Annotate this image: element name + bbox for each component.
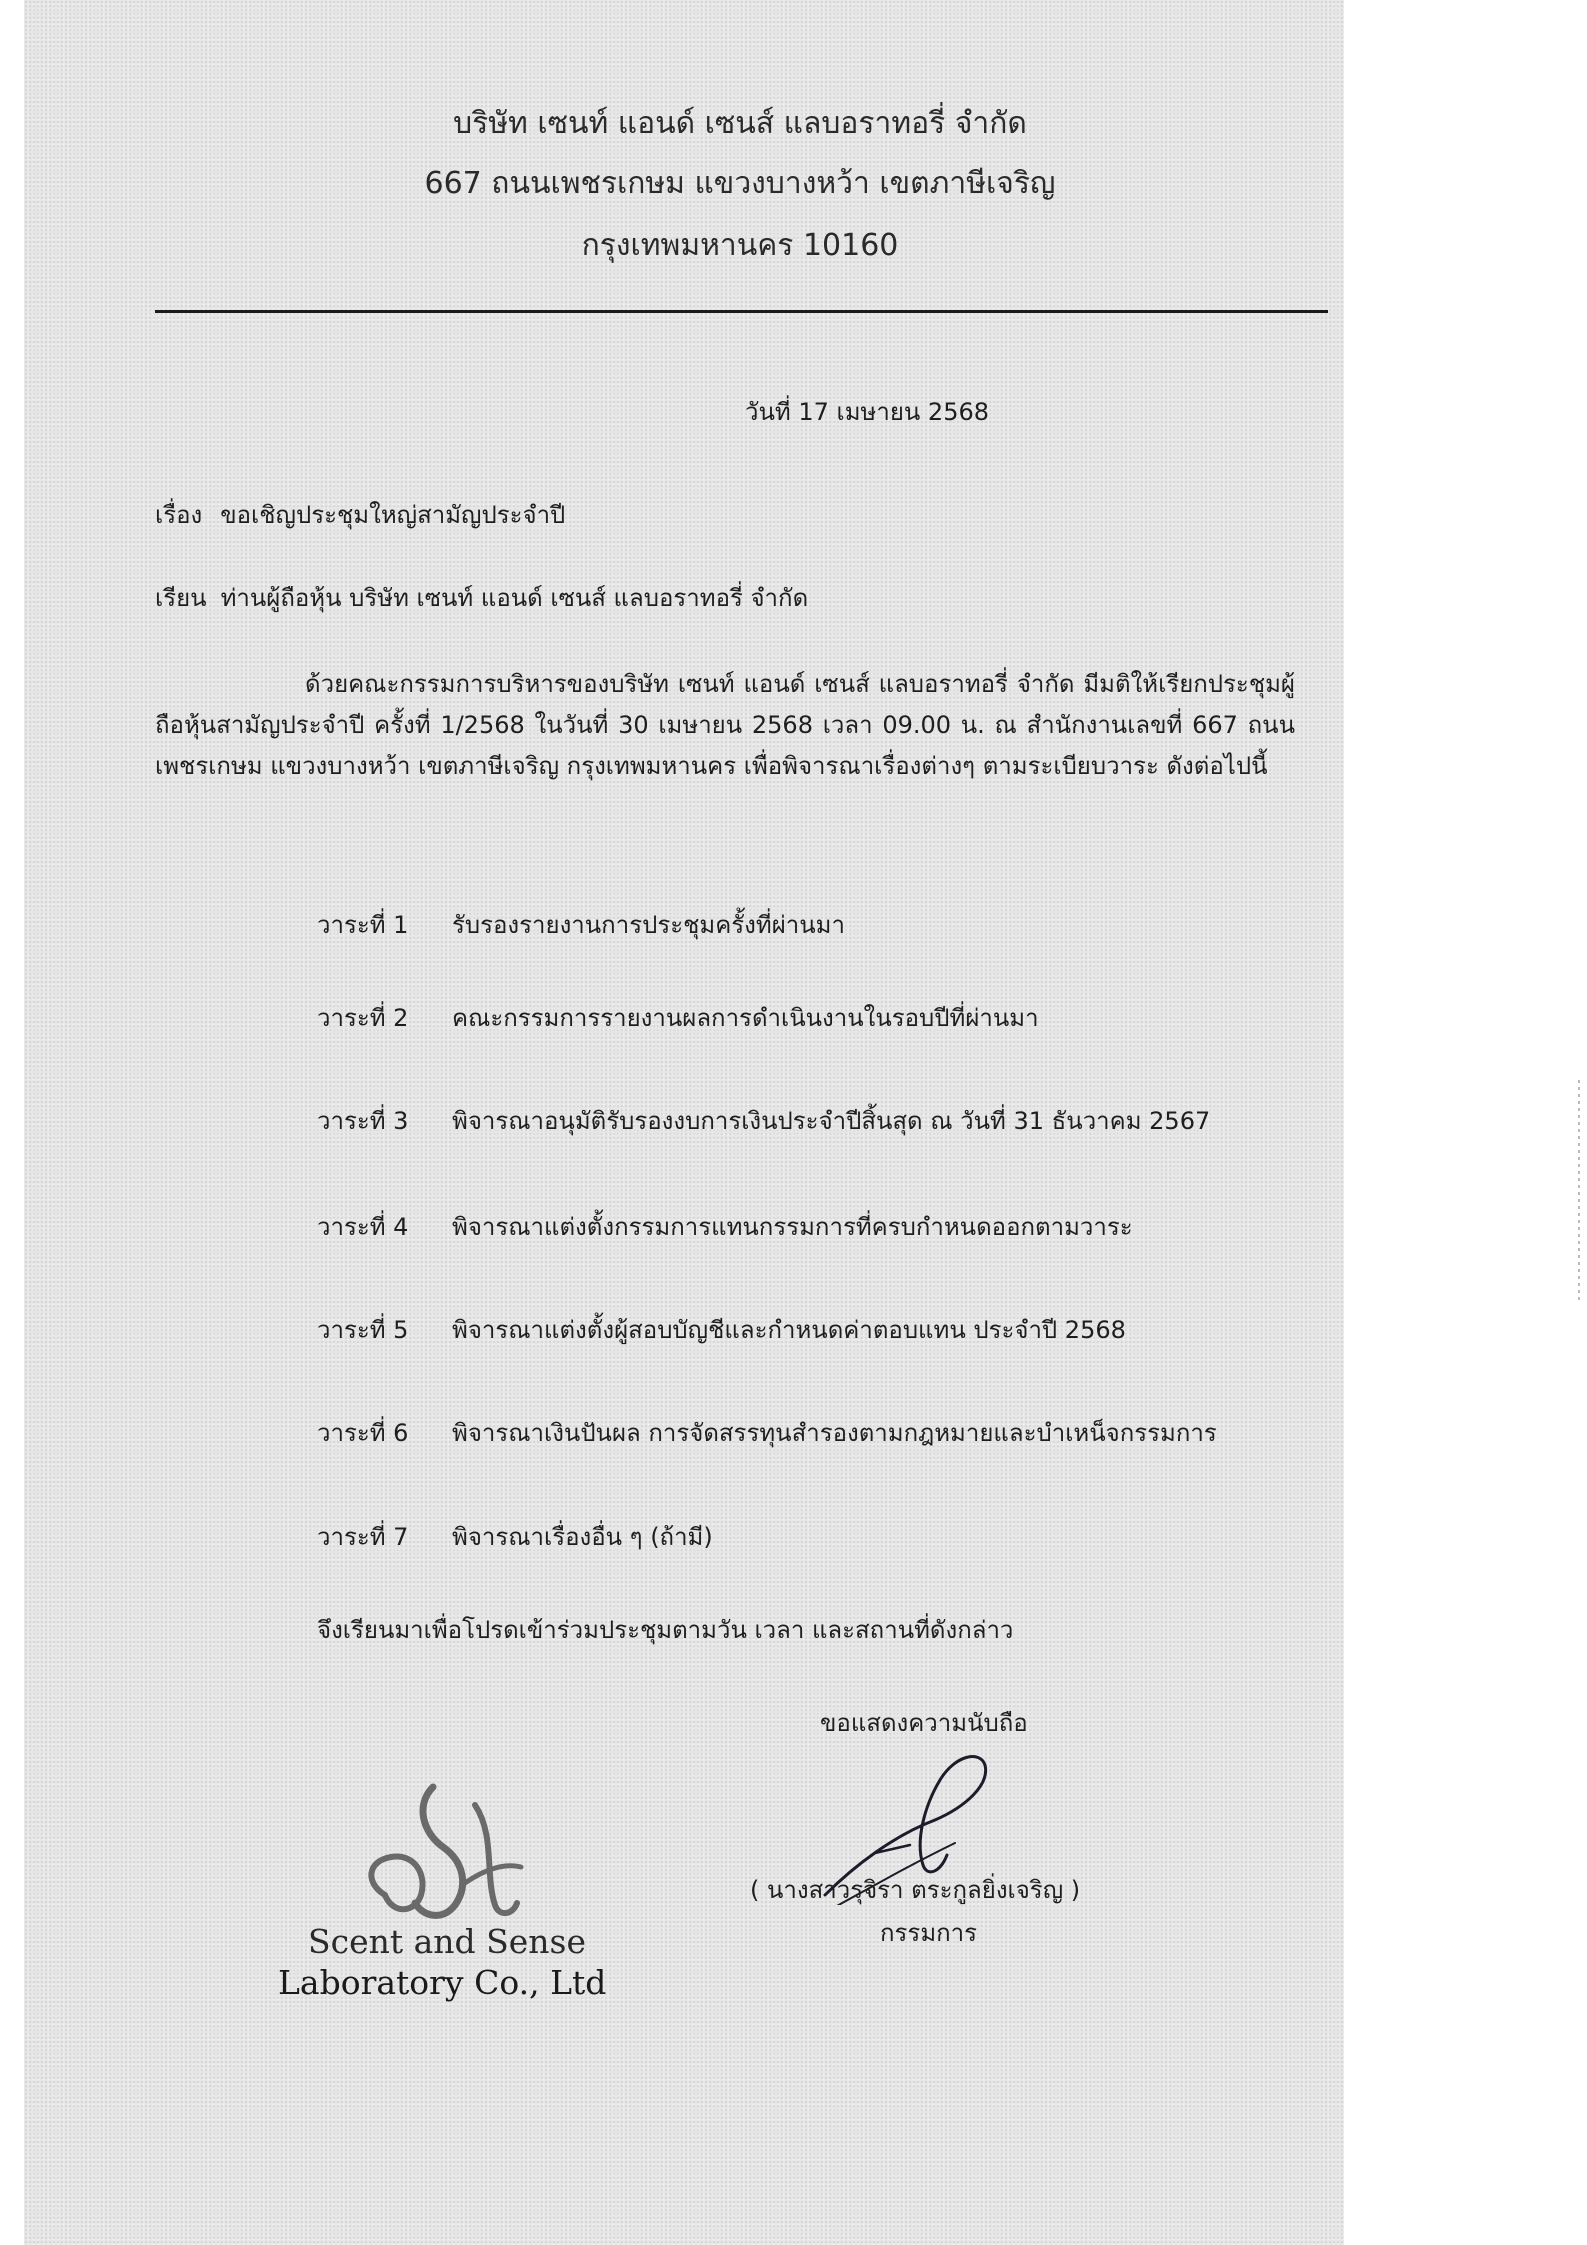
addressee-text: ท่านผู้ถือหุ้น บริษัท เซนท์ แอนด์ เซนส์ แลบอราทอรี่ จำกัด xyxy=(220,584,809,612)
agenda-number: วาระที่ 6 xyxy=(317,1419,409,1447)
agenda-text: พิจารณาเงินปันผล การจัดสรรทุนสำรองตามกฎหมายและบำเหน็จกรรมการ xyxy=(452,1419,1217,1447)
agenda-text: คณะกรรมการรายงานผลการดำเนินงานในรอบปีที่ผ่านมา xyxy=(452,1004,1039,1032)
body-paragraph: ด้วยคณะกรรมการบริหารของบริษัท เซนท์ แอนด์ เซนส์ แลบอราทอรี่ จำกัด มีมติให้เรียกประชุมผู้ถือหุ้นสามัญประจำปี ครั้งที่ 1/2568 ในวันที่ 30 เมษายน 2568 เวลา 09.00 น. ณ สำนักงานเลขที่ 667 ถนนเพชรเกษม แขวงบางหว้า เขตภาษีเจริญ กรุงเทพมหานคร เพื่อพิจารณาเรื่องต่างๆ ตามระเบียบวาระ ดังต่อไปนี้ xyxy=(155,670,1295,780)
agenda-item xyxy=(317,1101,1210,1140)
signer-title: กรรมการ xyxy=(880,1919,978,1947)
closing-sentence: จึงเรียนมาเพื่อโปรดเข้าร่วมประชุมตามวัน เวลา และสถานที่ดังกล่าว xyxy=(317,1616,1014,1644)
logo-text-line1: Scent and Sense xyxy=(308,1922,587,1961)
logo-text-line2: Laboratory Co., Ltd xyxy=(278,1963,607,2002)
scan-edge-marks xyxy=(1578,1080,1580,1300)
letterhead-company: บริษัท เซนท์ แอนด์ เซนส์ แลบอราทอรี่ จำกัด xyxy=(453,106,1027,141)
letterhead-city: กรุงเทพมหานคร 10160 xyxy=(581,228,899,263)
letterhead-address: 667 ถนนเพชรเกษม แขวงบางหว้า เขตภาษีเจริญ xyxy=(424,166,1056,201)
agenda-item xyxy=(317,1517,713,1556)
agenda-text: พิจารณาแต่งตั้งผู้สอบบัญชีและกำหนดค่าตอบแทน ประจำปี 2568 xyxy=(452,1316,1126,1344)
agenda-item xyxy=(317,1310,1126,1349)
agenda-number: วาระที่ 1 xyxy=(317,911,409,939)
signer-name: ( นางสาวรุจิรา ตระกูลยิ่งเจริญ ) xyxy=(750,1876,1081,1904)
letterhead-divider xyxy=(155,310,1328,313)
addressee-label: เรียน xyxy=(155,584,207,612)
agenda-text: พิจารณาอนุมัติรับรองงบการเงินประจำปีสิ้นสุด ณ วันที่ 31 ธันวาคม 2567 xyxy=(452,1107,1211,1135)
subject-text: ขอเชิญประชุมใหญ่สามัญประจำปี xyxy=(220,501,566,529)
letter-date: วันที่ 17 เมษายน 2568 xyxy=(745,398,989,426)
agenda-number: วาระที่ 7 xyxy=(317,1523,409,1551)
agenda-item xyxy=(317,905,845,944)
agenda-number: วาระที่ 5 xyxy=(317,1316,409,1344)
agenda-text: พิจารณาแต่งตั้งกรรมการแทนกรรมการที่ครบกำหนดออกตามวาระ xyxy=(452,1213,1133,1241)
addressee-line xyxy=(155,578,808,617)
regards-line: ขอแสดงความนับถือ xyxy=(820,1709,1028,1737)
agenda-item xyxy=(317,1413,1217,1452)
company-logo-icon xyxy=(345,1765,545,1940)
agenda-item xyxy=(317,1207,1133,1246)
subject-label: เรื่อง xyxy=(155,501,203,529)
agenda-text: พิจารณาเรื่องอื่น ๆ (ถ้ามี) xyxy=(452,1523,713,1551)
agenda-text: รับรองรายงานการประชุมครั้งที่ผ่านมา xyxy=(452,911,845,939)
agenda-item xyxy=(317,998,1039,1037)
agenda-number: วาระที่ 2 xyxy=(317,1004,409,1032)
subject-line xyxy=(155,495,565,534)
agenda-number: วาระที่ 3 xyxy=(317,1107,409,1135)
agenda-number: วาระที่ 4 xyxy=(317,1213,409,1241)
